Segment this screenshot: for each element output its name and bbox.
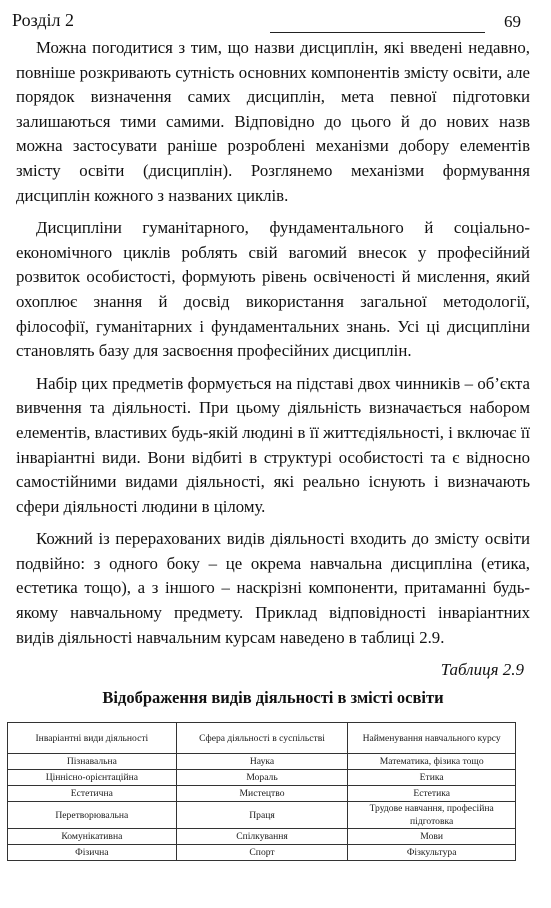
- header-rule: [270, 32, 485, 33]
- page-number: 69: [504, 12, 521, 31]
- table-cell: Ціннісно-орієнтаційна: [8, 770, 177, 786]
- paragraph: Кожний із перерахованих видів діяльності входить до змісту освіти подвійно: з одного боку – це окрема навчальна дисципліна (етика, естетика тощо), а з іншого – наскрізні компоненти, притаманні будь-якому навчальному предмету. Приклад відповідності інваріантних видів діяльності навчальним курсам наведено в таблиці 2.9.: [16, 529, 530, 647]
- table-row: [8, 845, 516, 861]
- section-title: Розділ 2: [12, 10, 74, 30]
- activity-table: [7, 722, 516, 861]
- table-row: [8, 770, 516, 786]
- table-row: [8, 754, 516, 770]
- table-cell: Пізнавальна: [8, 754, 177, 770]
- table-row: [8, 786, 516, 802]
- paragraph: Набір цих предметів формується на підставі двох чинників – об’єкта вивчення та діяльності. При цьому діяльність визначається набором елементів, властивих будь-якій людині в її життєдіяльності, і включає її інваріантні види. Вони відбиті в структурі особистості та є відносно самостійними видами діяльності, які реально існують і визначають сфери діяльності людини в цілому.: [16, 373, 531, 516]
- body-text: [16, 36, 530, 658]
- table-cell: Наука: [176, 754, 348, 770]
- table-header-row: [8, 723, 516, 754]
- table-cell: Спілкування: [176, 829, 348, 845]
- table-cell: Етика: [348, 770, 516, 786]
- table-cell: Математика, фізика тощо: [348, 754, 516, 770]
- table-cell: Мораль: [176, 770, 348, 786]
- table-cell: Праця: [176, 802, 348, 829]
- table-label: Таблиця 2.9: [440, 660, 524, 679]
- table-cell: Мистецтво: [176, 786, 348, 802]
- table-title: Відображення видів діяльності в змісті освіти: [102, 688, 444, 707]
- table-row: [8, 829, 516, 845]
- table-cell: Фізична: [8, 845, 177, 861]
- table-cell: Комунікативна: [8, 829, 177, 845]
- paragraph: Можна погодитися з тим, що назви дисциплін, які введені недавно, повніше розкривають сутність основних компонентів змісту освіти, але порядок визначення самих дисциплін, мета певної підготовки залишаються тими самими. Відповідно до цього й до нових назв можна застосувати раніше розроблені механізми добору елементів змісту освіти (дисциплін). Розглянемо механізми формування дисциплін кожного з названих циклів.: [16, 38, 530, 205]
- table-cell: Фізкультура: [348, 845, 516, 861]
- table-cell: Спорт: [176, 845, 348, 861]
- paragraph: Дисципліни гуманітарного, фундаментального й соціально-економічного циклів роблять свій вагомий внесок у професійний розвиток особистості, формують рівень освіченості й мислення, який охоплює знання й досвід використання загальної методології, філософії, гуманітарних і фундаментальних знань. Усі ці дисципліни становлять базу для засвоєння професійних дисциплін.: [16, 218, 530, 361]
- table-cell: Естетика: [348, 786, 516, 802]
- running-header: [12, 8, 521, 34]
- column-header: Найменування навчального курсу: [348, 723, 516, 754]
- table-cell: Естетична: [8, 786, 177, 802]
- table-cell: Трудове навчання, професійна підготовка: [348, 802, 516, 829]
- table-row: [8, 802, 516, 829]
- table-cell: Мови: [348, 829, 516, 845]
- column-header: Інваріантні види діяльності: [8, 723, 177, 754]
- table-cell: Перетворювальна: [8, 802, 177, 829]
- column-header: Сфера діяльності в суспільстві: [176, 723, 348, 754]
